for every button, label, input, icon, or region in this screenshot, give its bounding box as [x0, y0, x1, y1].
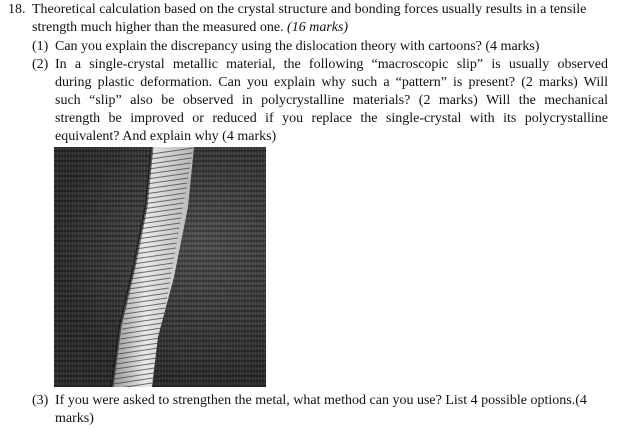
part-2-line-3: such “slip” also be observed in polycrystalline materials? (2 marks) Will the mechanical [55, 93, 608, 108]
part-2-line-2: during plastic deformation. Can you explain why such a “pattern” is present? (2 marks) Will [55, 75, 608, 90]
part-3-label: (3) [32, 393, 49, 408]
part-3-line-1: If you were asked to strengthen the metal, what method can you use? List 4 possible options.(4 [55, 393, 587, 408]
part-2-label: (2) [32, 57, 49, 72]
question-intro-line-2 [32, 19, 348, 37]
question-intro-line-1: Theoretical calculation based on the crystal structure and bonding forces usually results in a tensile [32, 2, 587, 17]
slip-band-icon [54, 147, 266, 387]
question-number: 18. [8, 2, 26, 17]
part-3-line-2: marks) [55, 411, 94, 426]
slip-band-photo [54, 147, 266, 387]
part-2-line-5: equivalent? And explain why (4 marks) [55, 129, 277, 144]
part-1-line-1: Can you explain the discrepancy using the dislocation theory with cartoons? (4 marks) [55, 39, 540, 54]
marks-total: (16 marks) [287, 20, 349, 35]
part-1-label: (1) [32, 39, 49, 54]
intro-line-2-text: strength much higher than the measured one. [32, 20, 284, 35]
part-2-line-1: In a single-crystal metallic material, the following “macroscopic slip” is usually observed [55, 57, 608, 72]
part-2-line-4: strength be improved or reduced if you replace the single-crystal with its polycrystalline [55, 111, 608, 126]
